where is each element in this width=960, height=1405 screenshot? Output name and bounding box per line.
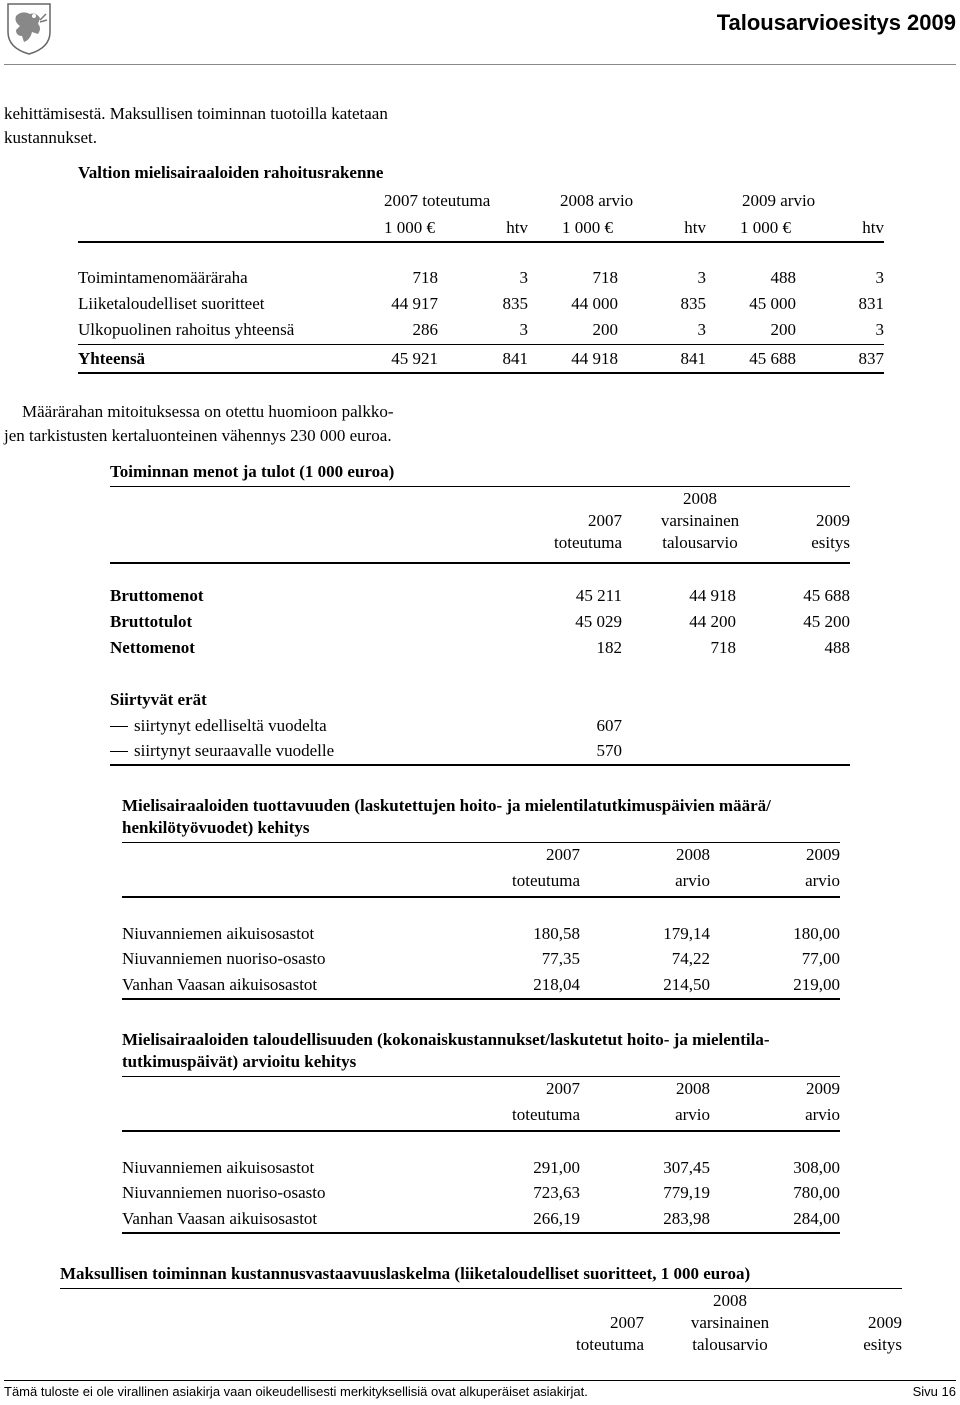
cell: 45 688	[749, 349, 796, 368]
cell: 44 000	[571, 294, 618, 313]
col-header: toteutuma	[576, 1335, 644, 1354]
year-header: 2009 arvio	[742, 191, 816, 210]
sub-header: arvio	[675, 1105, 710, 1124]
year-header: 2007	[546, 845, 580, 864]
table-row	[0, 611, 960, 633]
table1-sum-rule	[78, 344, 884, 345]
table2-top-rule	[110, 486, 850, 487]
table-row	[0, 1157, 960, 1179]
cell: 718	[710, 638, 736, 657]
table2-header-rule	[110, 562, 850, 564]
sub-header: toteutuma	[512, 1105, 580, 1124]
table4-top-rule	[122, 1076, 840, 1077]
col-header: esitys	[863, 1335, 902, 1354]
unit-header: htv	[506, 218, 528, 237]
cell: 77,35	[541, 949, 580, 968]
row-label: siirtynyt edelliseltä vuodelta	[134, 716, 327, 735]
cell: 45 029	[575, 612, 622, 631]
row-label: Bruttotulot	[110, 612, 193, 631]
header-rule	[4, 64, 956, 65]
cell: 266,19	[533, 1209, 580, 1228]
unit-header: 1 000 €	[562, 218, 613, 237]
year-header: 2008	[676, 1079, 710, 1098]
cell: 3	[875, 268, 884, 287]
table-row	[0, 637, 960, 659]
cell: 45 200	[803, 612, 850, 631]
cell: 286	[412, 320, 438, 339]
table4-title-line2: tutkimuspäivät) arvioitu kehitys	[122, 1052, 357, 1071]
table-row	[0, 1182, 960, 1204]
cell: 283,98	[663, 1209, 710, 1228]
cell: 77,00	[801, 949, 840, 968]
col-header: 2008	[713, 1291, 747, 1310]
table3-title-line1: Mielisairaaloiden tuottavuuden (laskutettujen hoito- ja mielentilatutkimuspäivien määrä/	[122, 796, 771, 815]
cell: 44 200	[689, 612, 736, 631]
unit-header: 1 000 €	[740, 218, 791, 237]
table-row	[0, 293, 960, 315]
table-row	[0, 948, 960, 970]
col-header: 2007	[588, 511, 622, 530]
intro-text-line2: kustannukset.	[4, 128, 98, 147]
cell: 3	[519, 268, 528, 287]
year-header: 2008 arvio	[560, 191, 634, 210]
col-header: esitys	[811, 533, 850, 552]
row-label: Niuvanniemen nuoriso-osasto	[122, 1183, 326, 1202]
cell: 180,58	[533, 924, 580, 943]
year-header: 2009	[806, 845, 840, 864]
table-row	[0, 974, 960, 996]
intro-text-line1: kehittämisestä. Maksullisen toiminnan tuotoilla katetaan	[4, 104, 388, 123]
col-header: 2008	[683, 489, 717, 508]
cell: 291,00	[533, 1158, 580, 1177]
cell: 835	[680, 294, 706, 313]
cell: 308,00	[793, 1158, 840, 1177]
cell: 219,00	[793, 975, 840, 994]
cell: 835	[502, 294, 528, 313]
row-label: Siirtyvät erät	[110, 690, 207, 709]
cell: 779,19	[663, 1183, 710, 1202]
cell: 44 918	[689, 586, 736, 605]
table4-bottom-rule	[122, 1232, 840, 1234]
table3-sub-header	[0, 870, 960, 892]
cell: 307,45	[663, 1158, 710, 1177]
col-header: varsinainen	[690, 1313, 770, 1332]
cell: 182	[596, 638, 622, 657]
cell: 841	[502, 349, 528, 368]
col-header: talousarvio	[662, 533, 738, 552]
cell: 44 917	[391, 294, 438, 313]
sub-header: arvio	[805, 1105, 840, 1124]
table-row	[0, 267, 960, 289]
table4-year-header	[0, 1078, 960, 1100]
table3-year-header	[0, 844, 960, 866]
table2-header	[0, 488, 960, 556]
em-dash	[110, 726, 128, 727]
table-row	[0, 585, 960, 607]
col-header: 2007	[610, 1313, 644, 1332]
cell: 200	[592, 320, 618, 339]
cell: 780,00	[793, 1183, 840, 1202]
year-header: 2007	[546, 1079, 580, 1098]
row-label: Liiketaloudelliset suoritteet	[78, 294, 265, 313]
table3-title-line2: henkilötyövuodet) kehitys	[122, 818, 310, 837]
col-header: toteutuma	[554, 533, 622, 552]
table-row	[0, 740, 960, 762]
table-row	[0, 1208, 960, 1230]
unit-header: htv	[862, 218, 884, 237]
table3-bottom-rule	[122, 998, 840, 1000]
cell: 488	[824, 638, 850, 657]
col-header: varsinainen	[660, 511, 740, 530]
cell: 718	[592, 268, 618, 287]
cell: 3	[697, 268, 706, 287]
col-header: talousarvio	[692, 1335, 768, 1354]
cell: 723,63	[533, 1183, 580, 1202]
table3-top-rule	[122, 842, 840, 843]
col-header: 2009	[816, 511, 850, 530]
footer-rule	[4, 1380, 956, 1381]
table1-bottom-rule	[78, 372, 884, 374]
table1-header-rule	[78, 241, 884, 243]
unit-header: 1 000 €	[384, 218, 435, 237]
transfers-title	[0, 689, 960, 711]
lion-emblem	[4, 2, 54, 56]
note-line2: jen tarkistusten kertaluonteinen vähennys 230 000 euroa.	[4, 426, 392, 445]
cell: 607	[596, 716, 622, 735]
table-row	[0, 715, 960, 737]
table-row	[0, 923, 960, 945]
cell: 180,00	[793, 924, 840, 943]
table5-header	[0, 1290, 960, 1358]
cell: 45 000	[749, 294, 796, 313]
cell: 45 211	[575, 586, 622, 605]
cell: 831	[858, 294, 884, 313]
sub-header: arvio	[675, 871, 710, 890]
sub-header: toteutuma	[512, 871, 580, 890]
year-header: 2007 toteutuma	[384, 191, 491, 210]
cell: 200	[770, 320, 796, 339]
cell: 218,04	[533, 975, 580, 994]
table2-title: Toiminnan menot ja tulot (1 000 euroa)	[110, 462, 395, 481]
cell: 718	[412, 268, 438, 287]
table4-sub-header	[0, 1104, 960, 1126]
table1-unit-header	[0, 217, 960, 239]
year-header: 2009	[806, 1079, 840, 1098]
row-label: siirtynyt seuraavalle vuodelle	[134, 741, 335, 760]
cell: 214,50	[663, 975, 710, 994]
document-title: Talousarvioesitys 2009	[716, 10, 956, 35]
table1-title: Valtion mielisairaaloiden rahoitusrakenne	[78, 163, 384, 182]
note-line1: Määrärahan mitoituksessa on otettu huomioon palkko-	[22, 402, 394, 421]
cell: 179,14	[663, 924, 710, 943]
row-label: Vanhan Vaasan aikuisosastot	[122, 1209, 318, 1228]
sub-header: arvio	[805, 871, 840, 890]
row-label: Niuvanniemen aikuisosastot	[122, 924, 315, 943]
cell: 284,00	[793, 1209, 840, 1228]
page-number: Sivu 16	[912, 1384, 956, 1399]
cell: 3	[875, 320, 884, 339]
footer-disclaimer: Tämä tuloste ei ole virallinen asiakirja vaan oikeudellisesti merkityksellisiä ovat alkuperäiset asiakirjat.	[4, 1384, 588, 1399]
cell: 3	[519, 320, 528, 339]
row-label: Toimintamenomääräraha	[78, 268, 248, 287]
table-row	[0, 319, 960, 341]
table5-top-rule	[60, 1288, 902, 1289]
cell: 44 918	[571, 349, 618, 368]
cell: 488	[770, 268, 796, 287]
col-header: 2009	[868, 1313, 902, 1332]
unit-header: htv	[684, 218, 706, 237]
row-label: Ulkopuolinen rahoitus yhteensä	[78, 320, 295, 339]
table3-header-rule	[122, 896, 840, 898]
em-dash	[110, 751, 128, 752]
table5-title: Maksullisen toiminnan kustannusvastaavuuslaskelma (liiketaloudelliset suoritteet, 1 000 euroa)	[60, 1264, 751, 1283]
cell: 570	[596, 741, 622, 760]
cell: 841	[680, 349, 706, 368]
cell: 74,22	[671, 949, 710, 968]
row-label: Niuvanniemen aikuisosastot	[122, 1158, 315, 1177]
table-total-row	[0, 348, 960, 370]
row-label: Niuvanniemen nuoriso-osasto	[122, 949, 326, 968]
table4-title-line1: Mielisairaaloiden taloudellisuuden (kokonaiskustannukset/laskutetut hoito- ja mielentila-	[122, 1030, 770, 1049]
row-label: Nettomenot	[110, 638, 195, 657]
table2-bottom-rule	[110, 764, 850, 766]
table1-year-header	[0, 190, 960, 212]
cell: 45 688	[803, 586, 850, 605]
row-label: Vanhan Vaasan aikuisosastot	[122, 975, 318, 994]
cell: 45 921	[391, 349, 438, 368]
cell: 837	[858, 349, 884, 368]
year-header: 2008	[676, 845, 710, 864]
row-label: Yhteensä	[78, 349, 146, 368]
row-label: Bruttomenot	[110, 586, 204, 605]
cell: 3	[697, 320, 706, 339]
table4-header-rule	[122, 1130, 840, 1132]
